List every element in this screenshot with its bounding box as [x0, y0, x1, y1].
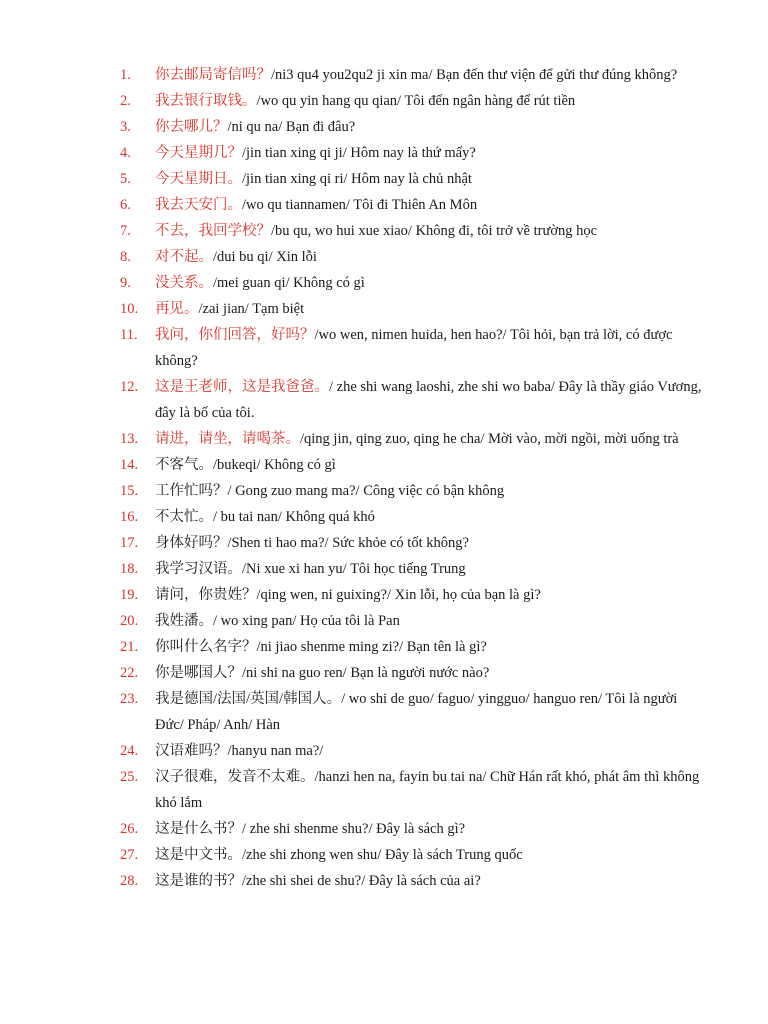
translation-text: /ni jiao shenme ming zi?/ Bạn tên là gì? [256, 639, 487, 655]
list-item [0, 114, 768, 140]
translation-text: /wo wen, nimen huida, hen hao?/ Tôi hỏi, bạn trả lời, có được không? [155, 327, 673, 369]
list-item [0, 868, 768, 894]
item-number: 15. [120, 483, 139, 499]
document-page [0, 62, 768, 894]
list-item [0, 556, 768, 582]
item-number: 27. [120, 847, 139, 863]
item-number: 9. [120, 275, 131, 291]
list-item [0, 374, 768, 426]
chinese-text: 请问，你贵姓？ [155, 587, 257, 603]
item-number: 6. [120, 197, 131, 213]
translation-text: /jin tian xing qi ji/ Hôm nay là thứ mấy? [242, 145, 476, 161]
list-item [0, 816, 768, 842]
translation-text: /ni shi na guo ren/ Bạn là người nước nào? [242, 665, 490, 681]
chinese-text: 我是德国/法国/英国/韩国人。 [155, 691, 342, 707]
list-item [0, 244, 768, 270]
chinese-text: 我去天安门。 [155, 197, 242, 213]
chinese-text: 对不起。 [155, 249, 213, 265]
item-number: 28. [120, 873, 139, 889]
list-item [0, 478, 768, 504]
translation-text: /ni qu na/ Bạn đi đâu? [227, 119, 356, 135]
list-item [0, 218, 768, 244]
translation-text: / bu tai nan/ Không quá khó [213, 509, 375, 525]
chinese-text: 没关系。 [155, 275, 213, 291]
item-number: 17. [120, 535, 139, 551]
translation-text: /ni3 qu4 you2qu2 ji xin ma/ Bạn đến thư viện để gửi thư đúng không? [271, 67, 678, 83]
item-number: 23. [120, 691, 139, 707]
chinese-text: 今天星期日。 [155, 171, 242, 187]
chinese-text: 身体好吗？ [155, 535, 228, 551]
translation-text: /qing wen, ni guixing?/ Xin lỗi, họ của bạn là gì? [256, 587, 541, 603]
item-number: 14. [120, 457, 139, 473]
list-item [0, 764, 768, 816]
list-item [0, 686, 768, 738]
chinese-text: 不客气。 [155, 457, 213, 473]
list-item [0, 296, 768, 322]
item-number: 2. [120, 93, 131, 109]
chinese-text: 你叫什么名字？ [155, 639, 257, 655]
chinese-text: 你去邮局寄信吗？ [155, 67, 271, 83]
chinese-text: 我姓潘。 [155, 613, 213, 629]
item-number: 16. [120, 509, 139, 525]
item-number: 19. [120, 587, 139, 603]
translation-text: /dui bu qi/ Xin lỗi [213, 249, 317, 265]
item-number: 3. [120, 119, 131, 135]
item-number: 24. [120, 743, 139, 759]
chinese-text: 你去哪儿？ [155, 119, 228, 135]
list-item [0, 192, 768, 218]
item-number: 4. [120, 145, 131, 161]
translation-text: /wo qu tiannamen/ Tôi đi Thiên An Môn [242, 197, 478, 213]
list-item [0, 660, 768, 686]
translation-text: / wo xing pan/ Họ của tôi là Pan [213, 613, 400, 629]
translation-text: / zhe shi wang laoshi, zhe shi wo baba/ Đây là thầy giáo Vương, đây là bố của tôi. [155, 379, 702, 421]
chinese-text: 这是中文书。 [155, 847, 242, 863]
list-item [0, 140, 768, 166]
item-number: 18. [120, 561, 139, 577]
item-number: 12. [120, 379, 139, 395]
chinese-text: 你是哪国人？ [155, 665, 242, 681]
item-number: 22. [120, 665, 139, 681]
translation-text: /Ni xue xi han yu/ Tôi học tiếng Trung [242, 561, 466, 577]
list-item [0, 426, 768, 452]
list-item [0, 504, 768, 530]
translation-text: /bukeqi/ Không có gì [213, 457, 336, 473]
list-item [0, 530, 768, 556]
translation-text: /jin tian xing qi ri/ Hôm nay là chủ nhật [242, 171, 472, 187]
translation-text: /zai jian/ Tạm biệt [198, 301, 305, 317]
list-item [0, 166, 768, 192]
item-number: 20. [120, 613, 139, 629]
translation-text: /qing jin, qing zuo, qing he cha/ Mời vào, mời ngồi, mời uống trà [300, 431, 679, 447]
translation-text: /mei guan qi/ Không có gì [213, 275, 365, 291]
chinese-text: 这是王老师，这是我爸爸。 [155, 379, 329, 395]
chinese-text: 请进，请坐，请喝茶。 [155, 431, 300, 447]
item-number: 26. [120, 821, 139, 837]
list-item [0, 608, 768, 634]
translation-text: / zhe shi shenme shu?/ Đây là sách gì? [242, 821, 466, 837]
chinese-text: 我问，你们回答，好吗？ [155, 327, 315, 343]
translation-text: / Gong zuo mang ma?/ Công việc có bận không [227, 483, 505, 499]
chinese-text: 汉语难吗？ [155, 743, 228, 759]
list-item [0, 738, 768, 764]
list-item [0, 322, 768, 374]
list-item [0, 88, 768, 114]
item-number: 10. [120, 301, 139, 317]
item-number: 13. [120, 431, 139, 447]
translation-text: /wo qu yin hang qu qian/ Tôi đến ngân hàng để rút tiền [256, 93, 576, 109]
list-item [0, 270, 768, 296]
chinese-text: 这是什么书？ [155, 821, 242, 837]
item-number: 7. [120, 223, 131, 239]
item-number: 11. [120, 327, 138, 343]
phrase-list [0, 62, 768, 894]
chinese-text: 今天星期几？ [155, 145, 242, 161]
chinese-text: 工作忙吗？ [155, 483, 228, 499]
list-item [0, 634, 768, 660]
translation-text: /zhe shi shei de shu?/ Đây là sách của ai? [242, 873, 481, 889]
item-number: 5. [120, 171, 131, 187]
translation-text: /hanyu nan ma?/ [227, 743, 324, 759]
translation-text: /zhe shi zhong wen shu/ Đây là sách Trung quốc [242, 847, 523, 863]
chinese-text: 这是谁的书？ [155, 873, 242, 889]
chinese-text: 不太忙。 [155, 509, 213, 525]
chinese-text: 汉子很难，发音不太难。 [155, 769, 315, 785]
list-item [0, 842, 768, 868]
translation-text: /Shen ti hao ma?/ Sức khỏe có tốt không? [227, 535, 469, 551]
chinese-text: 再见。 [155, 301, 199, 317]
translation-text: / wo shi de guo/ faguo/ yingguo/ hanguo ren/ Tôi là người Đức/ Pháp/ Anh/ Hàn [155, 691, 678, 733]
translation-text: /hanzi hen na, fayin bu tai na/ Chữ Hán rất khó, phát âm thì không khó lắm [155, 769, 700, 811]
item-number: 8. [120, 249, 131, 265]
item-number: 1. [120, 67, 131, 83]
chinese-text: 我学习汉语。 [155, 561, 242, 577]
item-number: 25. [120, 769, 139, 785]
list-item [0, 582, 768, 608]
list-item [0, 62, 768, 88]
list-item [0, 452, 768, 478]
item-number: 21. [120, 639, 139, 655]
translation-text: /bu qu, wo hui xue xiao/ Không đi, tôi trở về trường học [271, 223, 598, 239]
chinese-text: 我去银行取钱。 [155, 93, 257, 109]
chinese-text: 不去，我回学校？ [155, 223, 271, 239]
